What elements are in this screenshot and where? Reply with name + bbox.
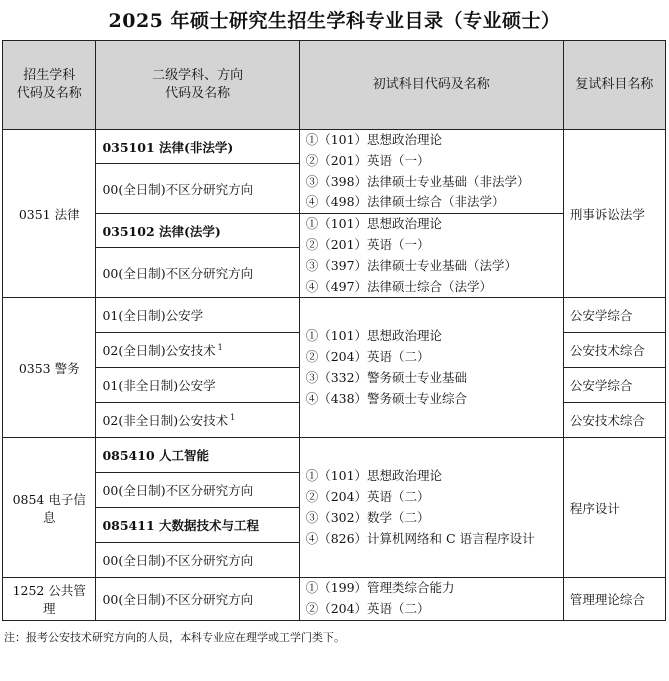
exam-list bbox=[299, 298, 563, 438]
header-retest-subject: 复试科目名称 bbox=[563, 41, 665, 130]
retest-subject: 管理理论综合 bbox=[563, 578, 665, 621]
exam-item: ④（826）计算机网络和 C 语言程序设计 bbox=[305, 530, 535, 546]
research-direction: 00(全日制)不区分研究方向 bbox=[96, 164, 299, 214]
research-direction: 00(全日制)不区分研究方向 bbox=[96, 248, 299, 298]
header-discipline-code: 招生学科 代码及名称 bbox=[3, 41, 96, 130]
retest-subject: 刑事诉讼法学 bbox=[563, 130, 665, 298]
exam-list bbox=[299, 130, 563, 214]
discipline-code: 0351 法律 bbox=[3, 130, 96, 298]
sub-discipline-name: 085411 大数据技术与工程 bbox=[96, 508, 299, 543]
exam-item: ②（201）英语（一） bbox=[305, 236, 430, 252]
research-direction: 01(全日制)公安学 bbox=[96, 298, 299, 333]
retest-subject: 公安技术综合 bbox=[563, 403, 665, 438]
table-row bbox=[3, 438, 666, 473]
research-direction: 02(全日制)公安技术 $^1$ bbox=[96, 333, 299, 368]
research-direction: 00(全日制)不区分研究方向 bbox=[96, 578, 299, 621]
exam-item: ①（199）管理类综合能力 bbox=[305, 580, 455, 596]
exam-item: ①（101）思想政治理论 bbox=[305, 328, 443, 344]
sub-discipline-name: 035102 法律(法学) bbox=[96, 214, 299, 248]
table-row bbox=[3, 578, 666, 621]
exam-item: ②（204）英语（二） bbox=[305, 489, 430, 505]
exam-item: ③（397）法律硕士专业基础（法学） bbox=[305, 257, 518, 273]
exam-item: ③（332）警务硕士专业基础 bbox=[305, 369, 468, 385]
exam-item: ①（101）思想政治理论 bbox=[305, 132, 443, 147]
footnote: 注：报考公安技术研究方向的人员，本科专业应在理学或工学门类下。 bbox=[4, 631, 345, 644]
header-row bbox=[3, 41, 666, 130]
retest-subject: 公安技术综合 bbox=[563, 333, 665, 368]
table-row bbox=[3, 298, 666, 333]
sub-discipline-name: 035101 法律(非法学) bbox=[96, 130, 299, 164]
discipline-code: 1252 公共管理 bbox=[3, 578, 96, 621]
retest-subject: 公安学综合 bbox=[563, 368, 665, 403]
exam-list bbox=[299, 214, 563, 298]
footnote-marker: 1 bbox=[230, 413, 236, 423]
exam-item: ④（438）警务硕士专业综合 bbox=[305, 390, 468, 406]
exam-item: ②（204）英语（二） bbox=[305, 349, 430, 365]
exam-item: ④（498）法律硕士综合（非法学） bbox=[305, 194, 505, 210]
exam-item: ③（302）数学（二） bbox=[305, 509, 430, 525]
discipline-code: 0854 电子信息 bbox=[3, 438, 96, 578]
exam-item: ③（398）法律硕士专业基础（非法学） bbox=[305, 173, 530, 189]
page-title: 2025 年硕士研究生招生学科专业目录（专业硕士） bbox=[108, 10, 561, 32]
retest-subject: 程序设计 bbox=[563, 438, 665, 578]
header-sub-discipline: 二级学科、方向 代码及名称 bbox=[96, 41, 299, 130]
exam-item: ①（101）思想政治理论 bbox=[305, 216, 443, 232]
research-direction: 00(全日制)不区分研究方向 bbox=[96, 543, 299, 578]
exam-list bbox=[299, 578, 563, 621]
header-preliminary-exams: 初试科目代码及名称 bbox=[299, 41, 563, 130]
discipline-code: 0353 警务 bbox=[3, 298, 96, 438]
catalog-table bbox=[2, 40, 666, 621]
research-direction: 01(非全日制)公安学 bbox=[96, 368, 299, 403]
research-direction: 00(全日制)不区分研究方向 bbox=[96, 473, 299, 508]
sub-discipline-name: 085410 人工智能 bbox=[96, 438, 299, 473]
exam-item: ④（497）法律硕士综合（法学） bbox=[305, 278, 493, 294]
table-row bbox=[3, 130, 666, 164]
retest-subject: 公安学综合 bbox=[563, 298, 665, 333]
research-direction: 02(非全日制)公安技术 $^1$ bbox=[96, 403, 299, 438]
exam-item: ①（101）思想政治理论 bbox=[305, 468, 443, 484]
footnote-marker: 1 bbox=[217, 343, 223, 353]
exam-item: ②（201）英语（一） bbox=[305, 152, 430, 168]
exam-item: ②（204）英语（二） bbox=[305, 601, 430, 617]
exam-list bbox=[299, 438, 563, 578]
